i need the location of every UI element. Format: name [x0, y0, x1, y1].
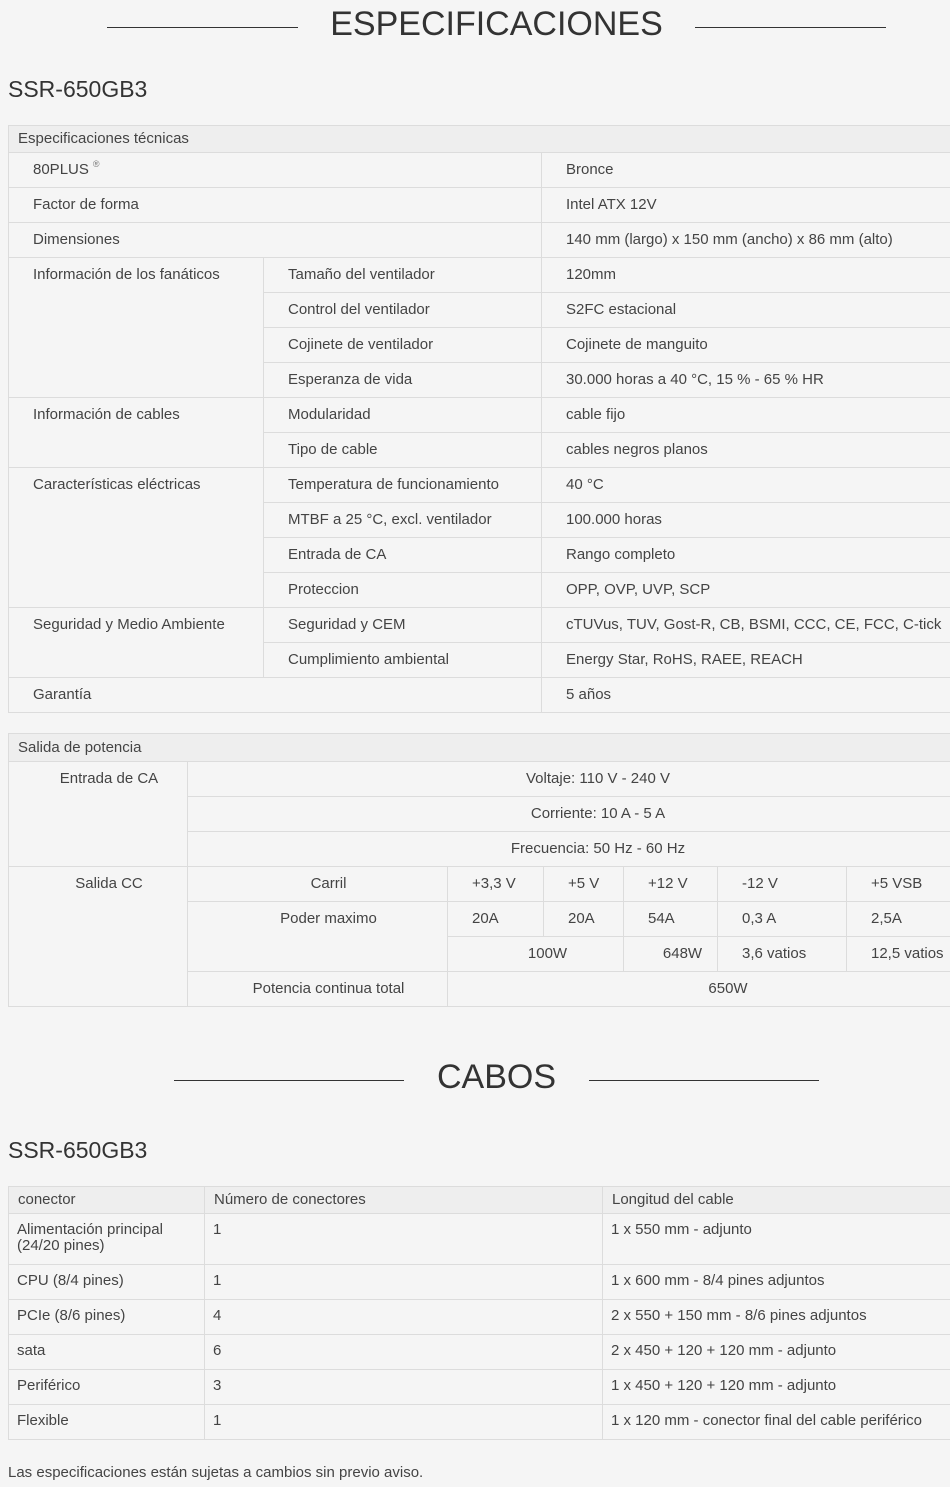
cables-section-heading	[174, 1053, 819, 1101]
heading-rule-left	[174, 1080, 404, 1081]
electrical-item-label: Entrada de CA	[263, 537, 541, 572]
cable-row-connector: Flexible	[8, 1404, 204, 1439]
cable-row-count: 1	[204, 1213, 602, 1264]
fan-item-value: 30.000 horas a 40 °C, 15 % - 65 % HR	[541, 362, 950, 397]
spec-value-form-factor: Intel ATX 12V	[541, 187, 950, 222]
spec-value-warranty: 5 años	[541, 677, 950, 712]
max-watts-neg12v: 3,6 vatios	[717, 936, 846, 971]
electrical-item-value: 40 °C	[541, 467, 950, 502]
electrical-item-label: Temperatura de funcionamiento	[263, 467, 541, 502]
fan-item-label: Esperanza de vida	[263, 362, 541, 397]
max-current-neg12v: 0,3 A	[717, 901, 846, 936]
max-current-5v: 20A	[543, 901, 623, 936]
electrical-item-value: OPP, OVP, UVP, SCP	[541, 572, 950, 607]
cable-row-length: 1 x 120 mm - conector final del cable periférico	[602, 1404, 950, 1439]
safety-item-label: Seguridad y CEM	[263, 607, 541, 642]
cable-row-count: 3	[204, 1369, 602, 1404]
max-current-5vsb: 2,5A	[846, 901, 950, 936]
electrical-item-value: 100.000 horas	[541, 502, 950, 537]
disclaimer-note: Las especificaciones están sujetas a cambios sin previo aviso.	[8, 1464, 424, 1481]
total-power-value: 650W	[447, 971, 950, 1006]
power-output-title: Salida de potencia	[8, 733, 950, 761]
ac-input-voltage: Voltaje: 110 V - 240 V	[187, 761, 950, 796]
total-power-label: Potencia continua total	[187, 971, 447, 1006]
fan-item-value: S2FC estacional	[541, 292, 950, 327]
heading-rule-left	[107, 27, 298, 28]
rail-neg12v: -12 V	[717, 866, 846, 901]
max-watts-12v: 648W	[623, 936, 717, 971]
cables-heading-text: CABOS	[436, 1058, 557, 1096]
rail-12v: +12 V	[623, 866, 717, 901]
spec-group-safety: Seguridad y Medio Ambiente	[8, 607, 263, 677]
spec-label-80plus-text: 80PLUS	[33, 161, 89, 178]
cable-row-length: 1 x 550 mm - adjunto	[602, 1213, 950, 1264]
dc-output-label: Salida CC	[8, 866, 187, 1006]
heading-rule-right	[589, 1080, 819, 1081]
safety-item-label: Cumplimiento ambiental	[263, 642, 541, 677]
rail-label: Carril	[187, 866, 447, 901]
cables-model-title: SSR-650GB3	[8, 1137, 148, 1163]
cable-row-connector: PCIe (8/6 pines)	[8, 1299, 204, 1334]
cable-row-length: 1 x 450 + 120 + 120 mm - adjunto	[602, 1369, 950, 1404]
cable-row-connector: sata	[8, 1334, 204, 1369]
safety-item-value: cTUVus, TUV, Gost-R, CB, BSMI, CCC, CE, FCC, C-tick	[541, 607, 950, 642]
cable-item-value: cables negros planos	[541, 432, 950, 467]
spec-label-dimensions: Dimensiones	[8, 222, 541, 257]
spec-value-dimensions: 140 mm (largo) x 150 mm (ancho) x 86 mm (alto)	[541, 222, 950, 257]
fan-item-value: 120mm	[541, 257, 950, 292]
cable-item-label: Tipo de cable	[263, 432, 541, 467]
rail-3v3: +3,3 V	[447, 866, 543, 901]
heading-rule-right	[695, 27, 886, 28]
fan-item-label: Cojinete de ventilador	[263, 327, 541, 362]
electrical-item-label: MTBF a 25 °C, excl. ventilador	[263, 502, 541, 537]
ac-input-current: Corriente: 10 A - 5 A	[187, 796, 950, 831]
cable-item-label: Modularidad	[263, 397, 541, 432]
cable-row-connector: Periférico	[8, 1369, 204, 1404]
ac-input-frequency: Frecuencia: 50 Hz - 60 Hz	[187, 831, 950, 866]
cables-table	[8, 1186, 950, 1440]
spec-group-electrical: Características eléctricas	[8, 467, 263, 607]
max-watts-3v3-5v: 100W	[447, 936, 623, 971]
spec-group-cables: Información de cables	[8, 397, 263, 467]
spec-group-fan: Información de los fanáticos	[8, 257, 263, 397]
cable-row-count: 1	[204, 1264, 602, 1299]
spec-label-80plus	[8, 152, 541, 187]
max-current-12v: 54A	[623, 901, 717, 936]
header-cable-length: Longitud del cable	[602, 1186, 950, 1213]
cable-item-value: cable fijo	[541, 397, 950, 432]
spec-value-80plus: Bronce	[541, 152, 950, 187]
fan-item-label: Control del ventilador	[263, 292, 541, 327]
cable-row-count: 4	[204, 1299, 602, 1334]
fan-item-label: Tamaño del ventilador	[263, 257, 541, 292]
specs-model-title: SSR-650GB3	[8, 76, 148, 102]
electrical-item-label: Proteccion	[263, 572, 541, 607]
max-current-3v3: 20A	[447, 901, 543, 936]
header-connector: conector	[8, 1186, 204, 1213]
header-connector-count: Número de conectores	[204, 1186, 602, 1213]
cable-row-length: 1 x 600 mm - 8/4 pines adjuntos	[602, 1264, 950, 1299]
spec-label-form-factor: Factor de forma	[8, 187, 541, 222]
cable-row-connector: CPU (8/4 pines)	[8, 1264, 204, 1299]
cable-row-length: 2 x 550 + 150 mm - 8/6 pines adjuntos	[602, 1299, 950, 1334]
rail-5vsb: +5 VSB	[846, 866, 950, 901]
tech-specs-table	[8, 125, 950, 713]
power-output-table	[8, 733, 950, 1007]
rail-5v: +5 V	[543, 866, 623, 901]
specs-heading-text: ESPECIFICACIONES	[330, 5, 663, 43]
spec-label-warranty: Garantía	[8, 677, 541, 712]
safety-item-value: Energy Star, RoHS, RAEE, REACH	[541, 642, 950, 677]
registered-mark: ®	[92, 159, 100, 169]
fan-item-value: Cojinete de manguito	[541, 327, 950, 362]
cable-row-connector: Alimentación principal (24/20 pines)	[8, 1213, 204, 1264]
max-watts-5vsb: 12,5 vatios	[846, 936, 950, 971]
cable-row-length: 2 x 450 + 120 + 120 mm - adjunto	[602, 1334, 950, 1369]
ac-input-label: Entrada de CA	[8, 761, 187, 866]
electrical-item-value: Rango completo	[541, 537, 950, 572]
max-power-label: Poder maximo	[187, 901, 447, 971]
specs-section-heading	[107, 0, 886, 48]
tech-specs-title: Especificaciones técnicas	[8, 125, 950, 152]
cable-row-count: 1	[204, 1404, 602, 1439]
cable-row-count: 6	[204, 1334, 602, 1369]
